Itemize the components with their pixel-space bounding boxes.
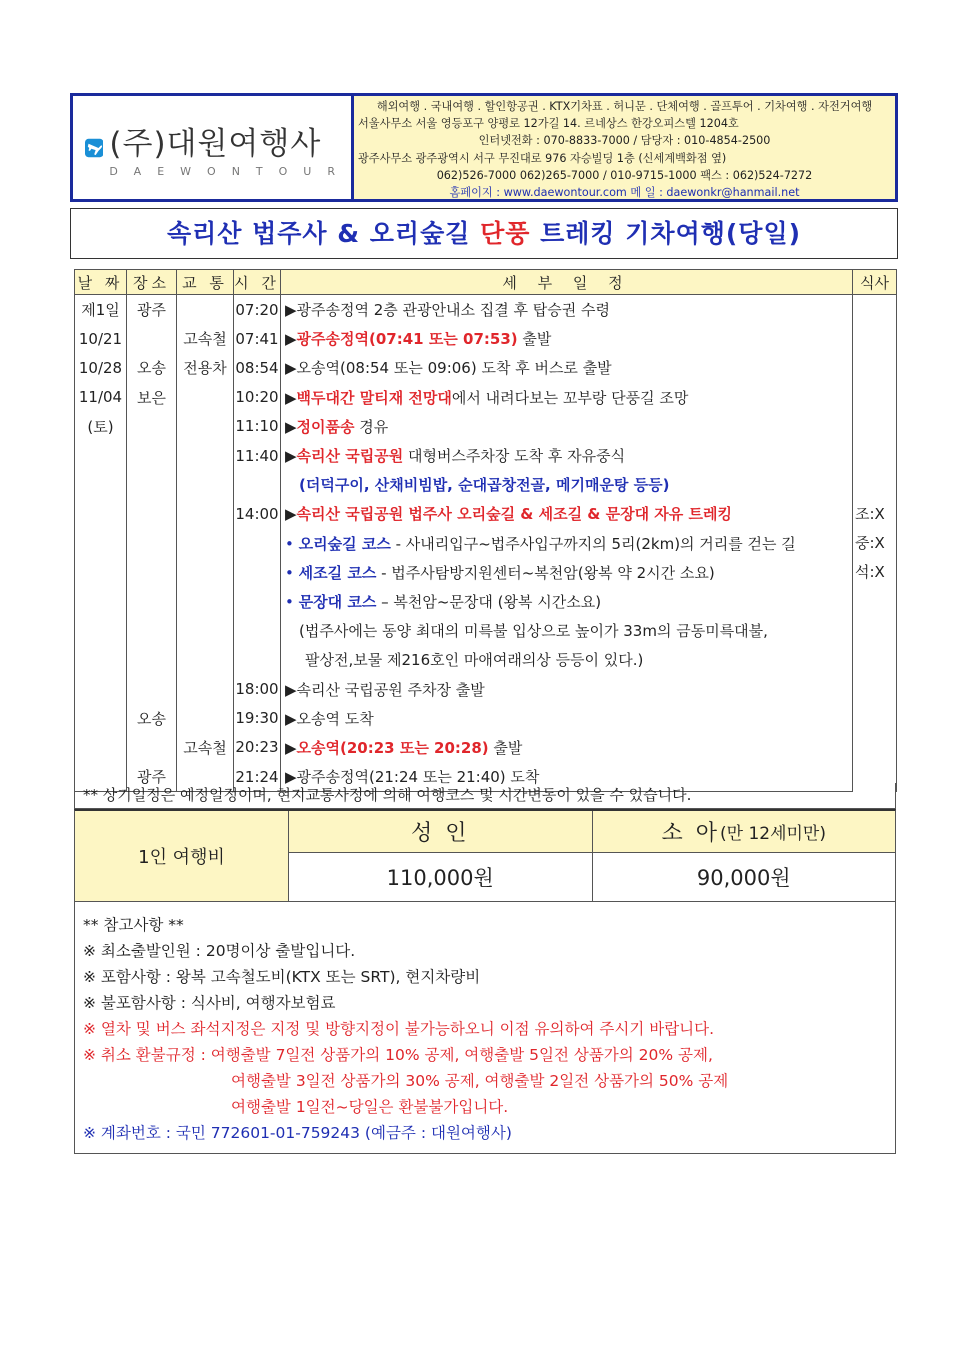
min-people-note: ※ 최소출발인원 : 20명이상 출발입니다. <box>83 942 356 960</box>
services-line: 해외여행 . 국내여행 . 할인항공권 . KTX기차표 . 허니문 . 단체여행 . 골프투어 . 기차여행 . 자전거여행 <box>376 100 873 113</box>
place-cell <box>127 674 177 703</box>
date-cell <box>75 558 127 587</box>
detail-cell: ▶광주송정역 2층 관광안내소 집결 후 탑승권 수령 <box>281 295 853 325</box>
transport-cell <box>177 558 234 587</box>
table-row <box>75 587 897 616</box>
header-meal: 식사 <box>853 270 897 295</box>
course-name: 세조길 코스 <box>298 563 377 582</box>
course-desc: – 복천암~문장대 (왕복 시간소요) <box>376 592 602 611</box>
date-cell <box>75 587 127 616</box>
date-cell: 10/21 <box>75 324 127 353</box>
transport-cell <box>177 412 234 441</box>
company-sub: DAEWONTOUR <box>109 164 351 178</box>
transport-cell <box>177 529 234 558</box>
table-row <box>75 412 897 441</box>
date-cell <box>75 499 127 528</box>
transport-cell: 고속철 <box>177 733 234 762</box>
date-cell <box>75 616 127 645</box>
date-cell: (토) <box>75 412 127 441</box>
time-cell <box>234 529 281 558</box>
time-cell: 10:20 <box>234 383 281 412</box>
table-row <box>75 674 897 703</box>
place-cell <box>127 616 177 645</box>
detail-cell: ▶오송역(20:23 또는 20:28) 출발 <box>281 733 853 762</box>
table-row <box>75 353 897 382</box>
included-note: ※ 포함사항 : 왕복 고속철도비(KTX 또는 SRT), 현지차량비 <box>83 968 481 986</box>
company-header <box>70 93 898 202</box>
course-name: 문장대 코스 <box>298 592 377 611</box>
table-row <box>75 733 897 762</box>
header-detail: 세 부 일 정 <box>281 270 853 295</box>
reference-heading: ** 참고사항 ** <box>83 916 184 934</box>
logo <box>73 96 351 199</box>
time-cell: 08:54 <box>234 353 281 382</box>
adult-price: 110,000원 <box>386 866 494 890</box>
time-cell <box>234 558 281 587</box>
table-row <box>75 499 897 528</box>
meal-breakfast: 조:X <box>855 504 885 523</box>
place-cell <box>127 733 177 762</box>
time-cell: 07:20 <box>234 295 281 325</box>
date-cell <box>75 645 127 674</box>
time-cell: 20:23 <box>234 733 281 762</box>
header-transport: 교 통 <box>177 270 234 295</box>
date-cell: 11/04 <box>75 383 127 412</box>
child-price: 90,000원 <box>696 866 791 890</box>
detail-cell: ▶광주송정역(21:24 또는 21:40) 도착 <box>281 762 853 792</box>
refund-policy-1: ※ 취소 환불규정 : 여행출발 7일전 상품가의 10% 공제, 여행출발 5일전 상품가의 20% 공제, <box>83 1046 713 1064</box>
detail-cell: ▶속리산 국립공원 대형버스주차장 도착 후 자유중식 <box>281 441 853 470</box>
date-cell <box>75 529 127 558</box>
schedule-note: ** 상기일정은 예정일정이며, 현지교통사정에 의해 여행코스 및 시간변동이 있을 수 있습니다. <box>74 783 896 809</box>
title-part1: 속리산 법주사 & 오리숲길 <box>166 219 481 248</box>
web-contact[interactable]: 홈페이지 : www.daewontour.com 메 일 : daewonkr@hanmail.net <box>449 186 800 199</box>
time-cell <box>234 470 281 499</box>
transport-cell <box>177 587 234 616</box>
page-title <box>70 208 898 259</box>
price-table <box>74 809 896 902</box>
time-cell: 11:10 <box>234 412 281 441</box>
adult-price-column <box>289 811 592 901</box>
place-cell <box>127 587 177 616</box>
detail-cell: ▶오송역 도착 <box>281 704 853 733</box>
course-desc: - 법주사탐방지원센터~복천암(왕복 약 2시간 소요) <box>376 563 715 582</box>
transport-cell <box>177 383 234 412</box>
detail-cell: ▶속리산 국립공원 법주사 오리숲길 & 세조길 & 문장대 자유 트레킹 <box>281 499 853 528</box>
header-time: 시 간 <box>234 270 281 295</box>
table-row <box>75 616 897 645</box>
place-cell <box>127 558 177 587</box>
header-date: 날 짜 <box>75 270 127 295</box>
transport-cell <box>177 704 234 733</box>
price-label: 1인 여행비 <box>75 811 289 901</box>
bullet-icon: • <box>285 563 294 582</box>
time-cell: 14:00 <box>234 499 281 528</box>
table-row <box>75 645 897 674</box>
date-cell <box>75 470 127 499</box>
transport-cell: 고속철 <box>177 324 234 353</box>
table-row <box>75 324 897 353</box>
table-row <box>75 558 897 587</box>
time-cell <box>234 587 281 616</box>
date-cell <box>75 441 127 470</box>
detail-cell <box>281 558 853 587</box>
detail-cell: ▶광주송정역(07:41 또는 07:53) 출발 <box>281 324 853 353</box>
child-price-column <box>592 811 896 901</box>
excluded-note: ※ 불포함사항 : 식사비, 여행자보험료 <box>83 994 336 1012</box>
place-cell: 오송 <box>127 353 177 382</box>
child-age-note: (만 12세미만) <box>720 824 826 844</box>
seoul-office: 서울사무소 서울 영등포구 양평로 12가길 14. 르네상스 한강오피스텔 1204호 <box>358 117 739 131</box>
gwangju-contact: 062)526-7000 062)265-7000 / 010-9715-1000 팩스 : 062)524-7272 <box>436 168 813 182</box>
detail-cell <box>281 529 853 558</box>
refund-policy-3: 여행출발 1일전~당일은 환불불가입니다. <box>231 1098 509 1116</box>
schedule-table <box>74 269 897 792</box>
transport-cell <box>177 295 234 325</box>
detail-cell: ▶정이품송 경유 <box>281 412 853 441</box>
child-label: 소 아 <box>661 821 720 846</box>
table-row <box>75 441 897 470</box>
title-highlight: 단풍 <box>480 219 531 248</box>
gwangju-office: 광주사무소 광주광역시 서구 무진대로 976 자승빌딩 1층 (신세계백화점 옆) <box>358 151 727 165</box>
account-info: ※ 계좌번호 : 국민 772601-01-759243 (예금주 : 대원여행사) <box>83 1124 512 1142</box>
transport-cell <box>177 470 234 499</box>
place-cell <box>127 412 177 441</box>
place-cell: 오송 <box>127 704 177 733</box>
detail-cell: (법주사에는 동양 최대의 미륵불 입상으로 높이가 33m의 금동미륵대불, <box>281 616 853 645</box>
reference-notes <box>74 902 896 1154</box>
date-cell <box>75 733 127 762</box>
course-name: 오리숲길 코스 <box>298 534 391 553</box>
title-part3: 트레킹 기차여행(당일) <box>530 219 802 248</box>
table-row <box>75 470 897 499</box>
table-row <box>75 704 897 733</box>
detail-cell: ▶오송역(08:54 또는 09:06) 도착 후 버스로 출발 <box>281 353 853 382</box>
time-cell: 18:00 <box>234 674 281 703</box>
place-cell <box>127 645 177 674</box>
table-row <box>75 383 897 412</box>
detail-cell <box>281 587 853 616</box>
transport-cell <box>177 674 234 703</box>
child-label-wrap <box>593 811 896 853</box>
company-info <box>351 96 895 199</box>
place-cell: 광주 <box>127 295 177 325</box>
detail-cell: ▶속리산 국립공원 주차장 출발 <box>281 674 853 703</box>
bullet-icon: • <box>285 534 294 553</box>
meal-dinner: 석:X <box>855 562 885 581</box>
table-row <box>75 529 897 558</box>
date-cell <box>75 704 127 733</box>
company-name: (주)대원여행사 <box>109 125 322 162</box>
date-cell: 제1일 <box>75 295 127 325</box>
transport-cell <box>177 499 234 528</box>
course-desc: - 사내리입구~법주사입구까지의 5리(2km)의 거리를 걷는 길 <box>390 534 796 553</box>
place-cell <box>127 441 177 470</box>
time-cell <box>234 616 281 645</box>
adult-label: 성 인 <box>289 811 592 853</box>
place-cell: 보은 <box>127 383 177 412</box>
date-cell: 10/28 <box>75 353 127 382</box>
place-cell <box>127 499 177 528</box>
table-header-row <box>75 270 897 295</box>
date-cell <box>75 674 127 703</box>
meal-lunch: 중:X <box>855 533 885 552</box>
meal-cell <box>853 295 897 792</box>
time-cell <box>234 645 281 674</box>
time-cell: 07:41 <box>234 324 281 353</box>
transport-cell <box>177 616 234 645</box>
table-row <box>75 295 897 325</box>
detail-cell: ▶백두대간 말티재 전망대에서 내려다보는 꼬부랑 단풍길 조망 <box>281 383 853 412</box>
transport-cell <box>177 645 234 674</box>
seat-notice: ※ 열차 및 버스 좌석지정은 지정 및 방향지정이 불가능하오니 이점 유의하여 주시기 바랍니다. <box>83 1020 715 1038</box>
detail-cell: 팔상전,보물 제216호인 마애여래의상 등등이 있다.) <box>281 645 853 674</box>
bullet-icon: • <box>285 592 294 611</box>
place-cell: 광주 <box>127 762 177 792</box>
time-cell: 11:40 <box>234 441 281 470</box>
time-cell: 19:30 <box>234 704 281 733</box>
refund-policy-2: 여행출발 3일전 상품가의 30% 공제, 여행출발 2일전 상품가의 50% 공제 <box>231 1072 729 1090</box>
time-cell: 21:24 <box>234 762 281 792</box>
place-cell <box>127 529 177 558</box>
airplane-logo-icon <box>85 122 103 174</box>
seoul-contact: 인터넷전화 : 070-8833-7000 / 담당자 : 010-4854-2500 <box>478 134 771 148</box>
detail-cell: (더덕구이, 산채비빔밥, 순대곱창전골, 메기매운탕 등등) <box>281 470 853 499</box>
transport-cell: 전용차 <box>177 353 234 382</box>
transport-cell <box>177 441 234 470</box>
place-cell <box>127 324 177 353</box>
place-cell <box>127 470 177 499</box>
header-place: 장소 <box>127 270 177 295</box>
